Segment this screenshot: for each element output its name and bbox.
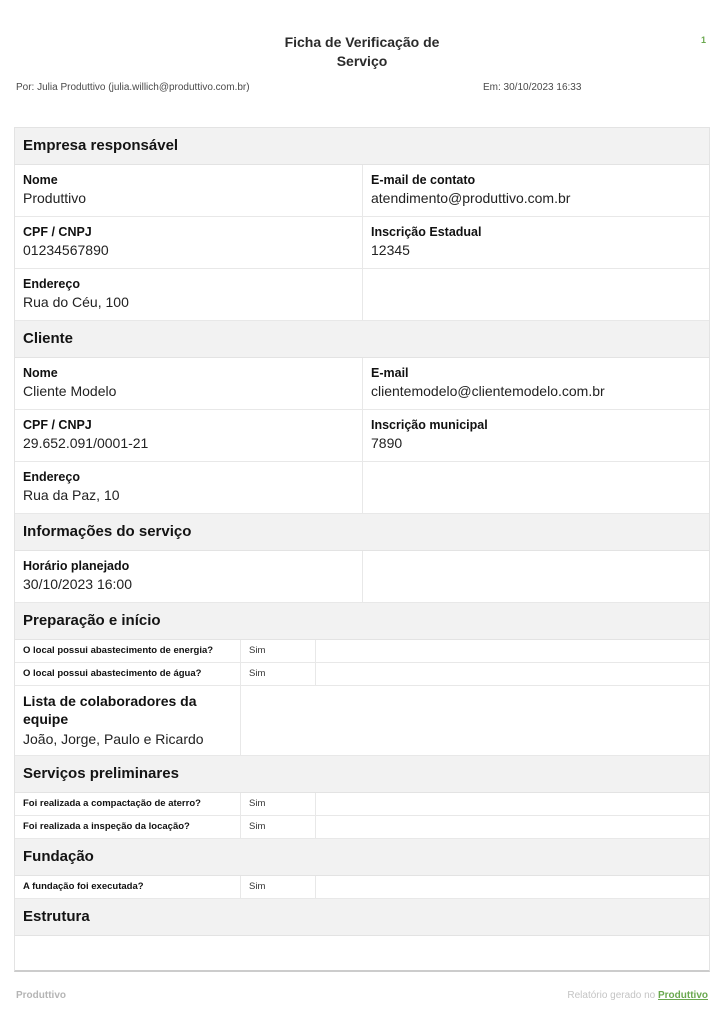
report-card [14,127,710,972]
question-answer: Sim [240,793,315,815]
footer-generated-text: Relatório gerado no [567,990,656,1001]
section-title: Estrutura [23,908,90,925]
section-title: Serviços preliminares [23,765,179,782]
page-title: Ficha de Verificação de Serviço [284,34,440,69]
question-row [15,876,709,899]
field-row [15,410,709,462]
byline-datetime: Em: 30/10/2023 16:33 [483,82,582,93]
field-label: Inscrição municipal [371,418,488,432]
field-cell [15,462,362,513]
question-answer: Sim [240,816,315,838]
field-row [15,217,709,269]
field-row [15,269,709,321]
question-extra-cell [315,876,709,898]
team-cell-empty [240,686,709,755]
section-title: Preparação e início [23,612,161,629]
field-label: Nome [23,366,58,380]
footer-produttivo-link[interactable]: Produttivo [658,990,708,1001]
section-header-foundation [15,839,709,876]
field-row [15,462,709,514]
field-value: Cliente Modelo [23,383,117,399]
field-label: Horário planejado [23,559,130,573]
question-label: O local possui abastecimento de energia? [23,645,214,656]
field-value: 01234567890 [23,242,109,258]
field-cell-empty [362,551,709,602]
question-label: Foi realizada a inspeção da locação? [23,821,190,832]
section-header-preparation [15,603,709,640]
field-cell [15,269,362,320]
question-row [15,640,709,663]
section-header-structure [15,899,709,936]
field-label: E-mail de contato [371,173,476,187]
question-extra-cell [315,640,709,662]
footer-brand: Produttivo [16,990,66,1001]
question-label: A fundação foi executada? [23,881,144,892]
field-value: 12345 [371,242,410,258]
question-row [15,816,709,839]
field-row [15,551,709,603]
structure-empty-area [15,936,709,970]
section-header-company [15,128,709,165]
field-label: CPF / CNPJ [23,225,92,239]
section-title: Fundação [23,848,94,865]
team-value: João, Jorge, Paulo e Ricardo [23,731,204,747]
field-value: Rua da Paz, 10 [23,487,120,503]
field-row [15,358,709,410]
field-cell [15,551,362,602]
section-title: Empresa responsável [23,137,179,154]
field-label: Nome [23,173,58,187]
field-cell-empty [362,462,709,513]
field-value: Produttivo [23,190,87,206]
field-cell [15,165,362,216]
field-label: Inscrição Estadual [371,225,482,239]
field-label: Endereço [23,470,80,484]
field-cell [362,358,709,409]
field-cell-empty [362,269,709,320]
question-label: Foi realizada a compactação de aterro? [23,798,201,809]
field-value: 30/10/2023 16:00 [23,576,132,592]
field-value: Rua do Céu, 100 [23,294,129,310]
section-header-client [15,321,709,358]
field-cell [362,410,709,461]
section-header-preliminary [15,756,709,793]
field-value: atendimento@produttivo.com.br [371,190,571,206]
field-cell [15,358,362,409]
question-extra-cell [315,793,709,815]
field-cell [362,217,709,268]
team-label: Lista de colaboradores da equipe [23,693,197,727]
field-cell [15,410,362,461]
question-answer: Sim [240,640,315,662]
question-row [15,663,709,686]
team-row [15,686,709,756]
field-value: clientemodelo@clientemodelo.com.br [371,383,605,399]
question-extra-cell [315,816,709,838]
field-cell [15,217,362,268]
question-row [15,793,709,816]
footer-generated [567,990,708,1001]
field-cell [362,165,709,216]
section-title: Cliente [23,330,74,347]
section-title: Informações do serviço [23,523,192,540]
page-number: 1 [700,35,706,45]
section-header-service-info [15,514,709,551]
question-extra-cell [315,663,709,685]
question-answer: Sim [240,876,315,898]
field-row [15,165,709,217]
team-cell [15,686,240,755]
document-header [0,33,724,71]
field-value: 7890 [371,435,403,451]
field-label: E-mail [371,366,409,380]
field-label: Endereço [23,277,80,291]
field-value: 29.652.091/0001-21 [23,435,149,451]
question-label: O local possui abastecimento de água? [23,668,202,679]
byline-author: Por: Julia Produttivo (julia.willich@produttivo.com.br) [16,82,250,93]
question-answer: Sim [240,663,315,685]
field-label: CPF / CNPJ [23,418,92,432]
